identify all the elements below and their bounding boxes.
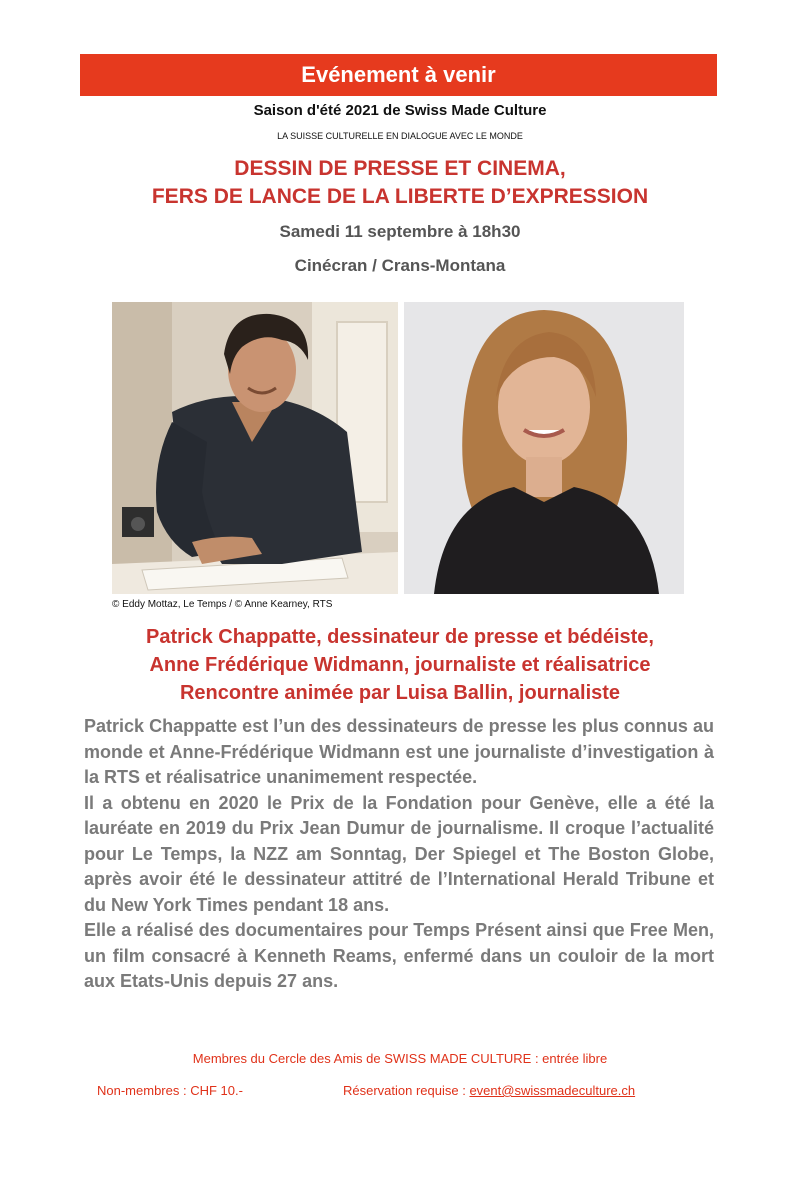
reservation-info	[343, 1083, 635, 1098]
event-date: Samedi 11 septembre à 18h30	[279, 222, 521, 241]
members-info: Membres du Cercle des Amis de SWISS MADE CULTURE : entrée libre	[192, 1051, 608, 1066]
photo-credit: © Eddy Mottaz, Le Temps / © Anne Kearney, RTS	[112, 599, 333, 610]
headline-line-1: DESSIN DE PRESSE ET CINEMA,	[234, 157, 566, 180]
moderator-line: Rencontre animée par Luisa Ballin, journaliste	[179, 682, 621, 704]
photo-patrick-chappatte	[112, 302, 398, 594]
banner-title: Evénement à venir	[301, 62, 496, 87]
season-title: Saison d'été 2021 de Swiss Made Culture	[253, 102, 547, 119]
reservation-label: Réservation requise :	[343, 1083, 470, 1098]
tagline: LA SUISSE CULTURELLE EN DIALOGUE AVEC LE MONDE	[277, 131, 523, 141]
event-banner	[80, 54, 717, 96]
photo-anne-frederique-widmann	[404, 302, 684, 594]
speaker-line-1: Patrick Chappatte, dessinateur de presse et bédéiste,	[146, 626, 654, 648]
speakers	[0, 623, 800, 707]
description-paragraph-3: Elle a réalisé des documentaires pour Temps Présent ainsi que Free Men, un film consacré à Kenneth Reams, enfermé dans un couloir de la mort aux Etats-Unis depuis 27 ans.	[84, 920, 714, 991]
reservation-email-link[interactable]: event@swissmadeculture.ch	[469, 1083, 636, 1098]
event-description	[84, 714, 714, 995]
description-paragraph-1: Patrick Chappatte est l’un des dessinateurs de presse les plus connus au monde et Anne-Frédérique Widmann est une journaliste d’investigation à la RTS et réalisatrice unanimement respectée.	[84, 716, 714, 787]
speaker-line-2: Anne Frédérique Widmann, journaliste et réalisatrice	[149, 654, 651, 676]
headline-line-2: FERS DE LANCE DE LA LIBERTE D’EXPRESSION	[151, 185, 649, 208]
event-venue: Cinécran / Crans-Montana	[294, 256, 506, 275]
nonmembers-price: Non-membres : CHF 10.-	[97, 1083, 243, 1098]
description-paragraph-2: Il a obtenu en 2020 le Prix de la Fondation pour Genève, elle a été la lauréate en 2019 du Prix Jean Dumur de journalisme. Il croque l’actualité pour Le Temps, la NZZ am Sonntag, Der Spiegel et The Boston Globe, après avoir été le dessinateur attitré de l’International Herald Tribune et du New York Times pendant 18 ans.	[84, 792, 714, 915]
event-headline	[0, 155, 800, 211]
